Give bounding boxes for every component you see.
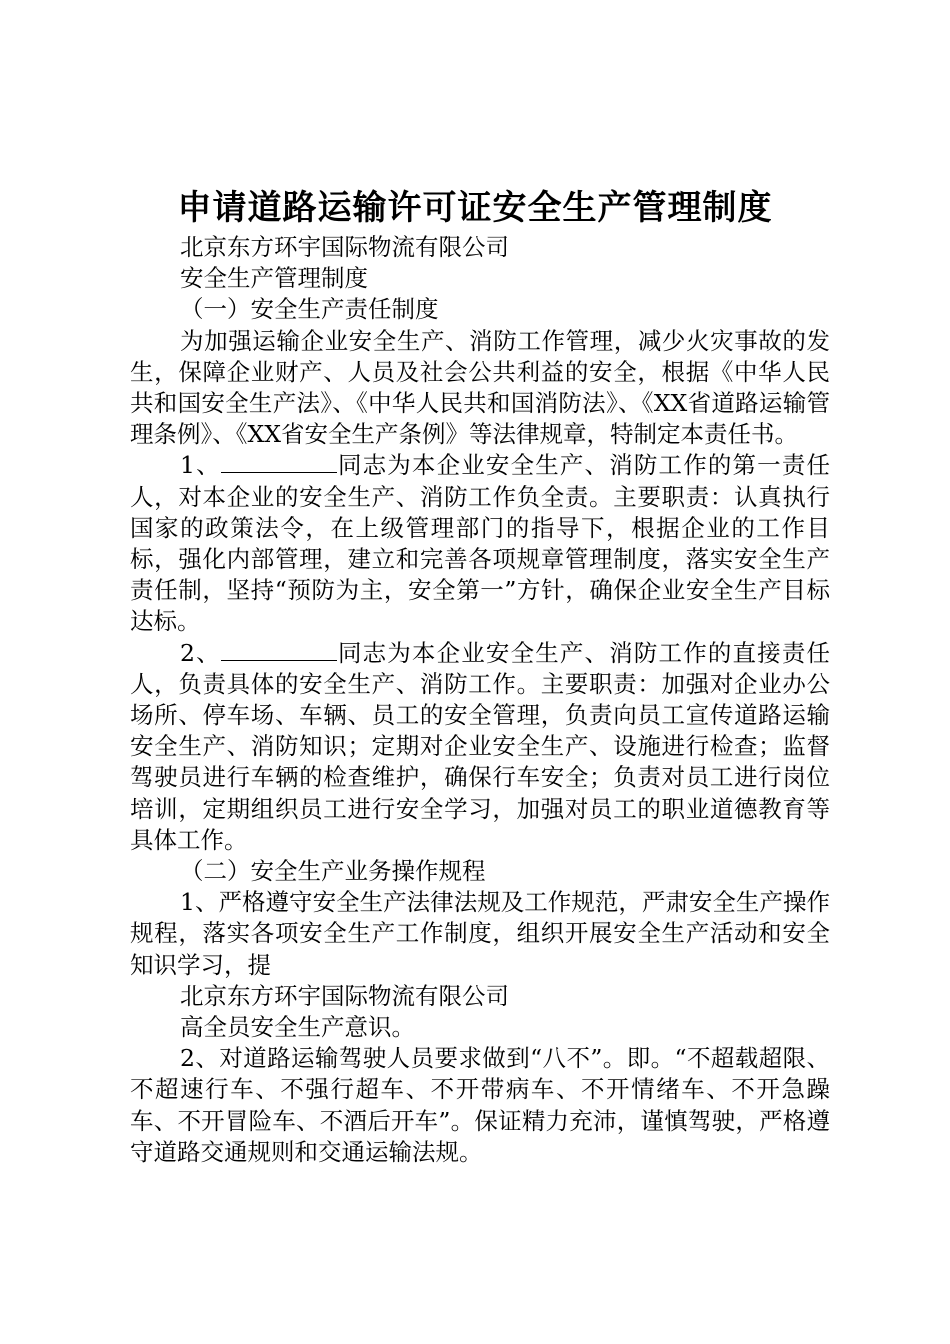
document-body xyxy=(130,232,830,1168)
item2-prefix: 2、 xyxy=(180,638,221,667)
name-blank xyxy=(221,450,337,473)
item1-paragraph xyxy=(130,450,830,637)
item2-text: 同志为本企业安全生产、消防工作的直接责任人，负责具体的安全生产、消防工作。主要职责：加强对企业办公场所、停车场、车辆、员工的安全管理，负责向员工宣传道路运输安全生产、消防知识；定期对企业安全生产、设施进行检查；监督驾驶员进行车辆的检查维护，确保行车安全；负责对员工进行岗位培训，定期组织员工进行安全学习，加强对员工的职业道德教育等具体工作。 xyxy=(130,638,831,854)
item1-prefix: 1、 xyxy=(180,451,221,480)
section1-heading: （一）安全生产责任制度 xyxy=(180,295,439,324)
ops-item2-paragraph: 2、对道路运输驾驶人员要求做到“八不”。即。“不超载超限、不超速行车、不强行超车、不开带病车、不开情绪车、不开急躁车、不开冒险车、不酒后开车”。保证精力充沛，谨慎驾驶，严格遵守道路交通规则和交通运输法规。 xyxy=(130,1044,830,1166)
company-name: 北京东方环宇国际物流有限公司 xyxy=(180,233,509,261)
company-name-repeat: 北京东方环宇国际物流有限公司 xyxy=(180,981,509,1010)
ops-item1-paragraph: 1、严格遵守安全生产法律法规及工作规范，严肃安全生产操作规程，落实各项安全生产工作制度，组织开展安全生产活动和安全知识学习，提 xyxy=(130,888,830,979)
ops-item1-continuation: 高全员安全生产意识。 xyxy=(180,1013,415,1042)
document-title: 申请道路运输许可证安全生产管理制度 xyxy=(177,188,773,228)
name-blank xyxy=(221,638,337,661)
subtitle: 安全生产管理制度 xyxy=(180,264,368,293)
intro-paragraph: 为加强运输企业安全生产、消防工作管理，减少火灾事故的发生，保障企业财产、人员及社会公共利益的安全，根据《中华人民共和国安全生产法》、《中华人民共和国消防法》、《XX省道路运输管理条例》、《XX省安全生产条例》等法律规章，特制定本责任书。 xyxy=(130,326,830,449)
item2-paragraph xyxy=(130,638,830,856)
item1-text: 同志为本企业安全生产、消防工作的第一责任人，对本企业的安全生产、消防工作负全责。主要职责：认真执行国家的政策法令，在上级管理部门的指导下，根据企业的工作目标，强化内部管理，建立和完善各项规章管理制度，落实安全生产责任制，坚持“预防为主，安全第一”方针，确保企业安全生产目标达标。 xyxy=(130,451,831,636)
section2-heading: （二）安全生产业务操作规程 xyxy=(180,857,486,886)
